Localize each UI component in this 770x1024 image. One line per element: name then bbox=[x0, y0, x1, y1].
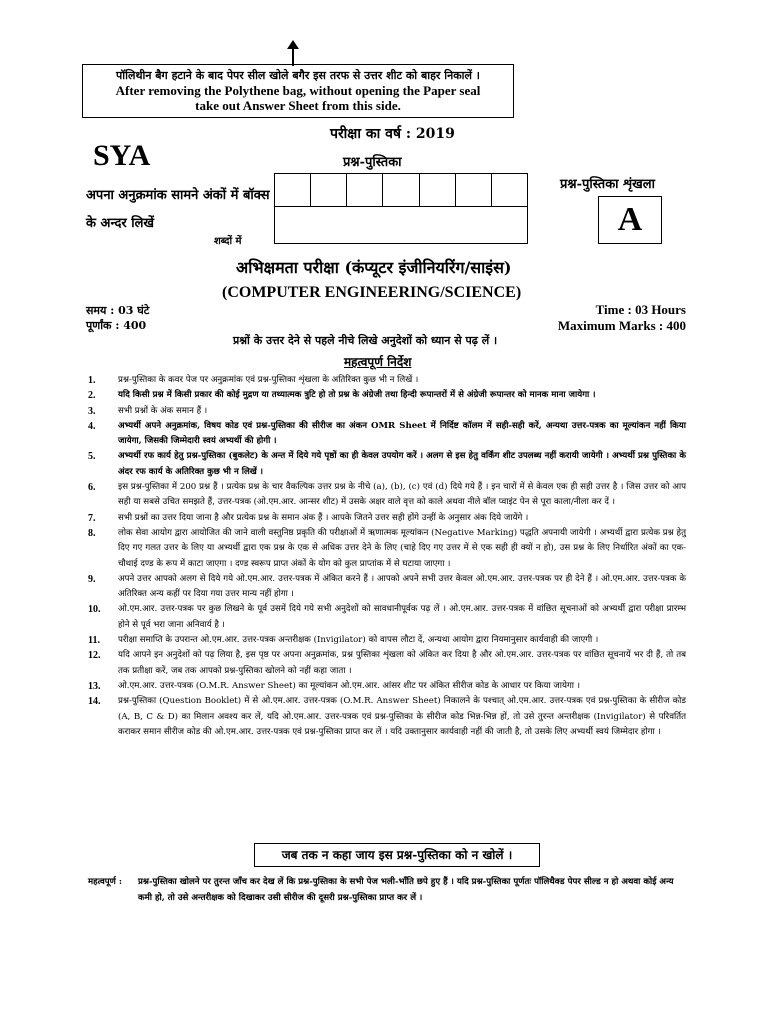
subject-hindi: अभिक्षमता परीक्षा (कंप्यूटर इंजीनियरिंग/साइंस) bbox=[236, 258, 512, 277]
instruction-number: 3. bbox=[88, 405, 96, 417]
instruction-item bbox=[88, 388, 686, 403]
instruction-number: 7. bbox=[88, 512, 96, 524]
instruction-text: अभ्यर्थी अपने अनुक्रमांक, विषय कोड एवं प्रश्न-पुस्तिका की सीरीज का अंकन OMR Sheet में निर्दिष्ट कॉलम में सही-सही करें, अन्यथा उत्तर-पत्रक का मूल्यांकन नहीं किया जायेगा, जिसकी जिम्मेदारी स्वयं अभ्यर्थी की होगी । bbox=[118, 420, 686, 447]
instruction-item bbox=[88, 602, 686, 633]
notice-english-line1: After removing the Polythene bag, without opening the Paper seal bbox=[115, 83, 481, 98]
instruction-item bbox=[88, 648, 686, 679]
roll-number-label: अपना अनुक्रमांक सामने अंकों में बॉक्स के अन्दर लिखें bbox=[86, 188, 270, 231]
roll-number-words-box[interactable] bbox=[274, 207, 528, 244]
read-instructions-note: प्रश्नों के उत्तर देने से पहले नीचे लिखे अनुदेशों को ध्यान से पढ़ लें । bbox=[233, 334, 498, 347]
instruction-number: 11. bbox=[88, 635, 100, 647]
important-instructions-heading: महत्वपूर्ण निर्देश bbox=[344, 355, 412, 369]
instruction-item bbox=[88, 679, 686, 694]
roll-digit-box[interactable] bbox=[492, 174, 527, 206]
instruction-item bbox=[88, 526, 686, 572]
instruction-number: 5. bbox=[88, 451, 96, 463]
instruction-text: प्रश्न-पुस्तिका के कवर पेज पर अनुक्रमांक एवं प्रश्न-पुस्तिका शृंखला के अतिरिक्त कुछ भी न लिखें । bbox=[118, 375, 419, 385]
notice-english-line2: take out Answer Sheet from this side. bbox=[195, 98, 401, 113]
instruction-item bbox=[88, 572, 686, 603]
instruction-item bbox=[88, 694, 686, 740]
exam-year: परीक्षा का वर्ष : 2019 bbox=[330, 126, 455, 142]
series-code: SYA bbox=[93, 139, 151, 172]
instruction-number: 6. bbox=[88, 482, 96, 494]
instruction-number: 1. bbox=[88, 375, 96, 386]
time-hindi: समय : 03 घंटे bbox=[86, 304, 150, 317]
instruction-text: सभी प्रश्नों के अंक समान हैं । bbox=[118, 405, 208, 416]
instruction-text: परीक्षा समाप्ति के उपरान्त ओ.एम.आर. उत्तर-पत्रक अन्तरीक्षक (Invigilator) को वापस लौटा दें, अन्यथा आयोग द्वारा नियमानुसार कार्यवाही की जाएगी । bbox=[118, 635, 599, 646]
instruction-item bbox=[88, 511, 686, 526]
booklet-title: प्रश्न-पुस्तिका bbox=[343, 155, 402, 170]
instruction-item bbox=[88, 449, 686, 480]
time-marks-english bbox=[520, 302, 686, 334]
roll-digit-box[interactable] bbox=[420, 174, 456, 206]
instruction-text: इस प्रश्न-पुस्तिका में 200 प्रश्न हैं । प्रत्येक प्रश्न के चार वैकल्पिक उत्तर प्रश्न के नीचे (a), (b), (c) एवं (d) दिये गये हैं । इन चारों में से केवल एक ही सही उत्तर है । जिस उत्तर को आप सही या सबसे उचित समझते हैं, उत्तर-पत्रक (ओ.एम.आर. आन्सर शीट) में उसके अक्षर वाले वृत्त को काले अथवा नीले बॉल प्वाइंट पेन से पूरा काला/नीला कर दें । bbox=[118, 482, 686, 508]
instruction-item bbox=[88, 633, 686, 648]
instruction-item bbox=[88, 404, 686, 419]
marks-hindi: पूर्णांक : 400 bbox=[86, 319, 147, 332]
series-label: प्रश्न-पुस्तिका शृंखला bbox=[560, 177, 655, 192]
instruction-text: ओ.एम.आर. उत्तर-पत्रक पर कुछ लिखने के पूर्व उसमें दिये गये सभी अनुदेशों को सावधानीपूर्वक पढ़ लें । ओ.एम.आर. उत्तर-पत्रक में वांछित सूचनाओं को अभ्यर्थी द्वारा परीक्षा प्रारम्भ होने से पूर्व भरा जाना अनिवार्य है । bbox=[118, 604, 686, 630]
marks-english: Maximum Marks : 400 bbox=[557, 318, 686, 333]
arrow-shaft bbox=[292, 46, 294, 66]
roll-number-digit-boxes[interactable] bbox=[274, 173, 528, 207]
important-note-label: महत्वपूर्ण : bbox=[88, 877, 123, 887]
instruction-number: 13. bbox=[88, 680, 101, 692]
instruction-number: 2. bbox=[88, 390, 96, 402]
roll-digit-box[interactable] bbox=[275, 174, 311, 206]
roll-digit-box[interactable] bbox=[347, 174, 383, 206]
instructions-list bbox=[88, 373, 686, 740]
instruction-item bbox=[88, 419, 686, 450]
instruction-item bbox=[88, 480, 686, 511]
instruction-text: प्रश्न-पुस्तिका (Question Booklet) में से ओ.एम.आर. उत्तर-पत्रक (O.M.R. Answer Sheet) निकालने के पश्चात् ओ.एम.आर. उत्तर-पत्रक एवं प्रश्न-पुस्तिका के सीरीज कोड (A, B, C & D) का मिलान अवश्य कर लें, यदि ओ.एम.आर. उत्तर-पत्रक एवं प्रश्न-पुस्तिका के सीरीज कोड भिन्न-भिन्न हों, तो उसे तुरन्त अन्तरीक्षक (Invigilator) से परिवर्तित कराकर समान सीरीज कोड की ओ.एम.आर. उत्तर-पत्रक एवं प्रश्न-पुस्तिका प्राप्त कर लें । यदि उक्तानुसार कार्यवाही नहीं की जाती है, तो उसके लिए अभ्यर्थी स्वयं जिम्मेदार होगा । bbox=[118, 696, 686, 737]
instruction-text: अपने उत्तर आपको अलग से दिये गये ओ.एम.आर. उत्तर-पत्रक में अंकित करने हैं । आपको अपने सभी उत्तर केवल ओ.एम.आर. उत्तर-पत्रक पर ही देने हैं । ओ.एम.आर. उत्तर-पत्रक के अतिरिक्त अन्य कहीं पर दिया गया उत्तर मान्य नहीं होगा । bbox=[118, 573, 686, 600]
instruction-number: 10. bbox=[88, 604, 101, 616]
instruction-number: 12. bbox=[88, 650, 101, 662]
subject-english: (COMPUTER ENGINEERING/SCIENCE) bbox=[222, 284, 522, 301]
instruction-number: 8. bbox=[88, 527, 96, 539]
instruction-number: 4. bbox=[88, 420, 96, 432]
important-note-text: प्रश्न-पुस्तिका खोलने पर तुरन्त जाँच कर देख लें कि प्रश्न-पुस्तिका के सभी पेज भली-भाँति छपे हुए हैं । यदि प्रश्न-पुस्तिका पूर्णतः पॉलिथैक्ड पेपर सील्ड न हो अथवा कोई अन्य कमी हो, तो उसे अन्तरीक्षक को दिखाकर उसी सीरीज की दूसरी प्रश्न-पुस्तिका प्राप्त कर लें । bbox=[138, 877, 674, 903]
instruction-number: 9. bbox=[88, 573, 96, 585]
notice-hindi: पॉलिथीन बैग हटाने के बाद पेपर सील खोले बगैर इस तरफ से उत्तर शीट को बाहर निकालें । bbox=[116, 69, 480, 82]
instruction-text: अभ्यर्थी रफ कार्य हेतु प्रश्न-पुस्तिका (बुकलेट) के अन्त में दिये गये पृष्ठों का ही केवल उपयोग करें । अलग से इस हेतु वर्किंग शीट उपलब्ध नहीं करायी जायेगी । अभ्यर्थी प्रश्न पुस्तिका के अंदर रफ कार्य के अतिरिक्त कुछ भी न लिखें । bbox=[118, 451, 686, 477]
in-words-label: शब्दों में bbox=[214, 236, 242, 247]
instruction-item bbox=[88, 373, 686, 388]
instruction-text: लोक सेवा आयोग द्वारा आयोजित की जाने वाली वस्तुनिष्ठ प्रकृति की परीक्षाओं में ऋणात्मक मूल्यांकन (Negative Marking) पद्धति अपनायी जायेगी । अभ्यर्थी द्वारा प्रत्येक प्रश्न हेतु दिए गए गलत उत्तर के लिए या अभ्यर्थी द्वारा एक प्रश्न के एक से अधिक उत्तर देने के लिए (चाहे दिए गए उत्तर में से एक सही ही क्यों न हो), उस प्रश्न के लिए निर्धारित अंकों का एक-चौथाई दण्ड के रूप में काटा जाएगा । दण्ड स्वरूप प्राप्त अंकों के योग को कुल प्राप्तांक में से घटाया जाएगा । bbox=[118, 527, 686, 569]
roll-digit-box[interactable] bbox=[456, 174, 492, 206]
instruction-text: सभी प्रश्नों का उत्तर दिया जाना है और प्रत्येक प्रश्न के समान अंक हैं । आपके जितने उत्तर सही होंगे उन्हीं के अनुसार अंक दिये जायेंगे । bbox=[118, 512, 529, 523]
instruction-number: 14. bbox=[88, 696, 101, 708]
roll-digit-box[interactable] bbox=[311, 174, 347, 206]
series-letter-box: A bbox=[598, 196, 662, 244]
instruction-text: यदि आपने इन अनुदेशों को पढ़ लिया है, इस पृष्ठ पर अपना अनुक्रमांक, प्रश्न पुस्तिका शृंखला को अंकित कर दिया है और ओ.एम.आर. उत्तर-पत्रक पर वांछित सूचनायें भर दी हैं, तो तब तक प्रतीक्षा करें, जब तक आपको प्रश्न-पुस्तिका खोलने को नहीं कहा जाता । bbox=[118, 650, 686, 676]
time-marks-hindi bbox=[86, 303, 149, 333]
roll-digit-box[interactable] bbox=[383, 174, 419, 206]
answer-sheet-removal-notice bbox=[82, 64, 514, 118]
time-english: Time : 03 Hours bbox=[595, 302, 686, 317]
important-note bbox=[88, 874, 688, 906]
do-not-open-box: जब तक न कहा जाय इस प्रश्न-पुस्तिका को न खोलें । bbox=[254, 843, 540, 867]
instruction-text: ओ.एम.आर. उत्तर-पत्रक (O.M.R. Answer Sheet) का मूल्यांकन ओ.एम.आर. आंसर शीट पर अंकित सीरीज कोड के आधार पर किया जायेगा । bbox=[118, 680, 580, 691]
instruction-text: यदि किसी प्रश्न में किसी प्रकार की कोई मुद्रण या तथ्यात्मक त्रुटि हो तो प्रश्न के अंग्रेजी तथा हिन्दी रूपान्तरों में से अंग्रेजी रूपान्तर को मानक माना जायेगा । bbox=[118, 390, 596, 401]
